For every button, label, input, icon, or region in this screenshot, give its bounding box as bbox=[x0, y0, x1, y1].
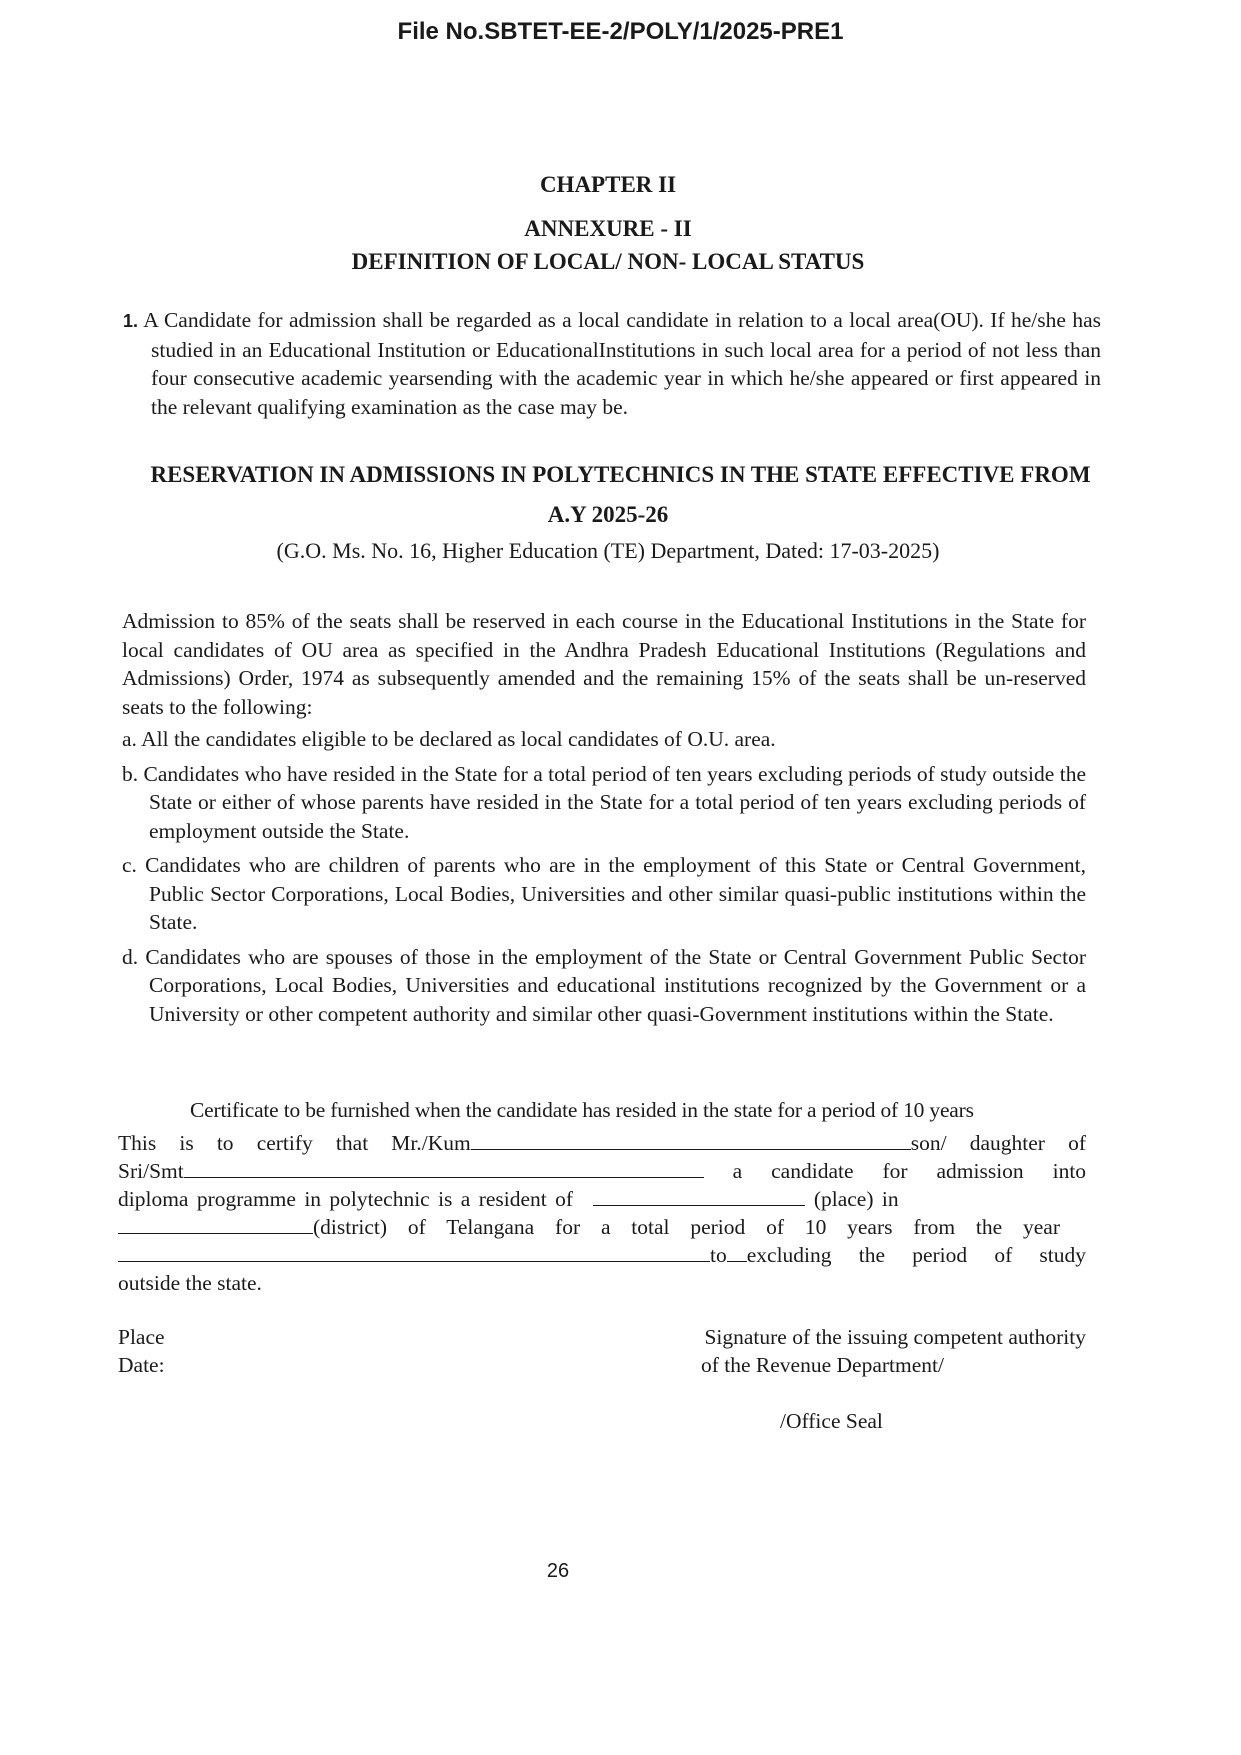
parent-name-blank bbox=[184, 1158, 704, 1178]
cert-text: of bbox=[1068, 1131, 1087, 1155]
cert-text: (district) bbox=[313, 1215, 388, 1239]
cert-text: This is to certify that Mr./Kum bbox=[118, 1131, 471, 1155]
reservation-intro: Admission to 85% of the seats shall be reserved in each course in the Educational Institutions in the State for local candidates of OU area as specified in the Andhra Pradesh Educational Institutions (Regulations and Admissions) Order, 1974 as subsequently amended and the remaining 15% of the seats shall be un-reserved seats to the following: bbox=[122, 609, 1086, 719]
cert-text: diploma programme in polytechnic is a resident of bbox=[118, 1187, 574, 1211]
date-label: Date: bbox=[118, 1353, 165, 1377]
reservation-title-line1: RESERVATION IN ADMISSIONS IN POLYTECHNICS IN THE STATE EFFECTIVE FROM bbox=[150, 462, 1091, 487]
cert-text: the bbox=[975, 1215, 1003, 1239]
cert-text: the bbox=[858, 1243, 885, 1267]
clause-1 bbox=[123, 306, 1101, 421]
cert-text: daughter bbox=[969, 1131, 1045, 1155]
cert-text: total bbox=[631, 1215, 670, 1239]
definition-title: DEFINITION OF LOCAL/ NON- LOCAL STATUS bbox=[351, 249, 865, 274]
signature-line-2: of the Revenue Department/ bbox=[701, 1353, 944, 1377]
office-seal-label: /Office Seal bbox=[780, 1409, 883, 1433]
list-item-d: d. Candidates who are spouses of those in the employment of the State or Central Government Public Sector Corporations, Local Bodies, Universities and educational institutions recognized by the Government or a University or other competent authority and similar other quasi-Government institutions within the State. bbox=[122, 944, 1086, 1026]
cert-text: admission bbox=[936, 1159, 1024, 1183]
cert-text: period bbox=[912, 1243, 968, 1267]
place-label: Place bbox=[118, 1325, 165, 1349]
cert-text: (place) in bbox=[813, 1187, 899, 1211]
cert-text: study bbox=[1039, 1243, 1087, 1267]
reservation-title-line2: A.Y 2025-26 bbox=[547, 502, 669, 527]
cert-text: 10 bbox=[804, 1215, 827, 1239]
certificate-line-4 bbox=[118, 1213, 1060, 1241]
chapter-title: CHAPTER II bbox=[539, 172, 677, 197]
to-year-blank bbox=[727, 1242, 747, 1262]
certificate-line-5 bbox=[118, 1241, 1086, 1269]
certificate-heading: Certificate to be furnished when the candidate has resided in the state for a period of 10 years bbox=[190, 1098, 974, 1122]
cert-text: year bbox=[1023, 1215, 1061, 1239]
year-blank bbox=[118, 1242, 710, 1262]
cert-text: son/ bbox=[910, 1131, 947, 1155]
cert-text: of bbox=[994, 1243, 1013, 1267]
list-item-a: a. All the candidates eligible to be declared as local candidates of O.U. area. bbox=[122, 727, 776, 751]
certificate-line-3 bbox=[118, 1185, 1086, 1213]
cert-text: from bbox=[913, 1215, 956, 1239]
cert-text: a bbox=[600, 1215, 611, 1239]
signature-line-1: Signature of the issuing competent authority bbox=[704, 1325, 1086, 1349]
cert-text: for bbox=[882, 1159, 908, 1183]
list-item-c: c. Candidates who are children of parents who are in the employment of this State or Central Government, Public Sector Corporations, Local Bodies, Universities and other similar quasi-public institutions within the State. bbox=[122, 853, 1086, 934]
cert-text: a bbox=[732, 1159, 743, 1183]
certificate-line-6: outside the state. bbox=[118, 1271, 262, 1295]
certificate-line-1 bbox=[118, 1129, 1086, 1157]
go-reference: (G.O. Ms. No. 16, Higher Education (TE) Department, Dated: 17-03-2025) bbox=[276, 538, 940, 563]
cert-text: Telangana bbox=[446, 1215, 535, 1239]
cert-text: candidate bbox=[771, 1159, 854, 1183]
page-number: 26 bbox=[546, 1560, 570, 1582]
name-blank bbox=[471, 1130, 911, 1150]
cert-text: excluding bbox=[746, 1243, 832, 1267]
cert-text: for bbox=[555, 1215, 581, 1239]
cert-text: of bbox=[407, 1215, 426, 1239]
cert-text: years bbox=[847, 1215, 893, 1239]
clause-number: 1. bbox=[123, 311, 139, 331]
list-item-b: b. Candidates who have resided in the State for a total period of ten years excluding periods of study outside the State or either of whose parents have resided in the State for a total period of ten years excluding periods of employment outside the State. bbox=[122, 761, 1086, 843]
reservation-list bbox=[122, 725, 1086, 1028]
district-blank bbox=[118, 1214, 313, 1234]
annexure-title: ANNEXURE - II bbox=[524, 216, 692, 241]
cert-text: into bbox=[1052, 1159, 1087, 1183]
place-blank bbox=[593, 1186, 805, 1206]
cert-text: of bbox=[766, 1215, 784, 1239]
cert-text: to bbox=[710, 1243, 727, 1267]
file-number-header: File No.SBTET-EE-2/POLY/1/2025-PRE1 bbox=[397, 18, 844, 45]
certificate-line-2 bbox=[118, 1157, 1086, 1185]
clause-1-text: A Candidate for admission shall be regarded as a local candidate in relation to a local area(OU). If he/she has studied in an Educational Institution or EducationalInstitutions in such local area for a period of not less than four consecutive academic yearsending with the academic year in which he/she appeared or first appeared in the relevant qualifying examination as the case may be. bbox=[143, 308, 1101, 419]
cert-text: period bbox=[690, 1215, 746, 1239]
cert-text: Sri/Smt bbox=[118, 1159, 184, 1183]
